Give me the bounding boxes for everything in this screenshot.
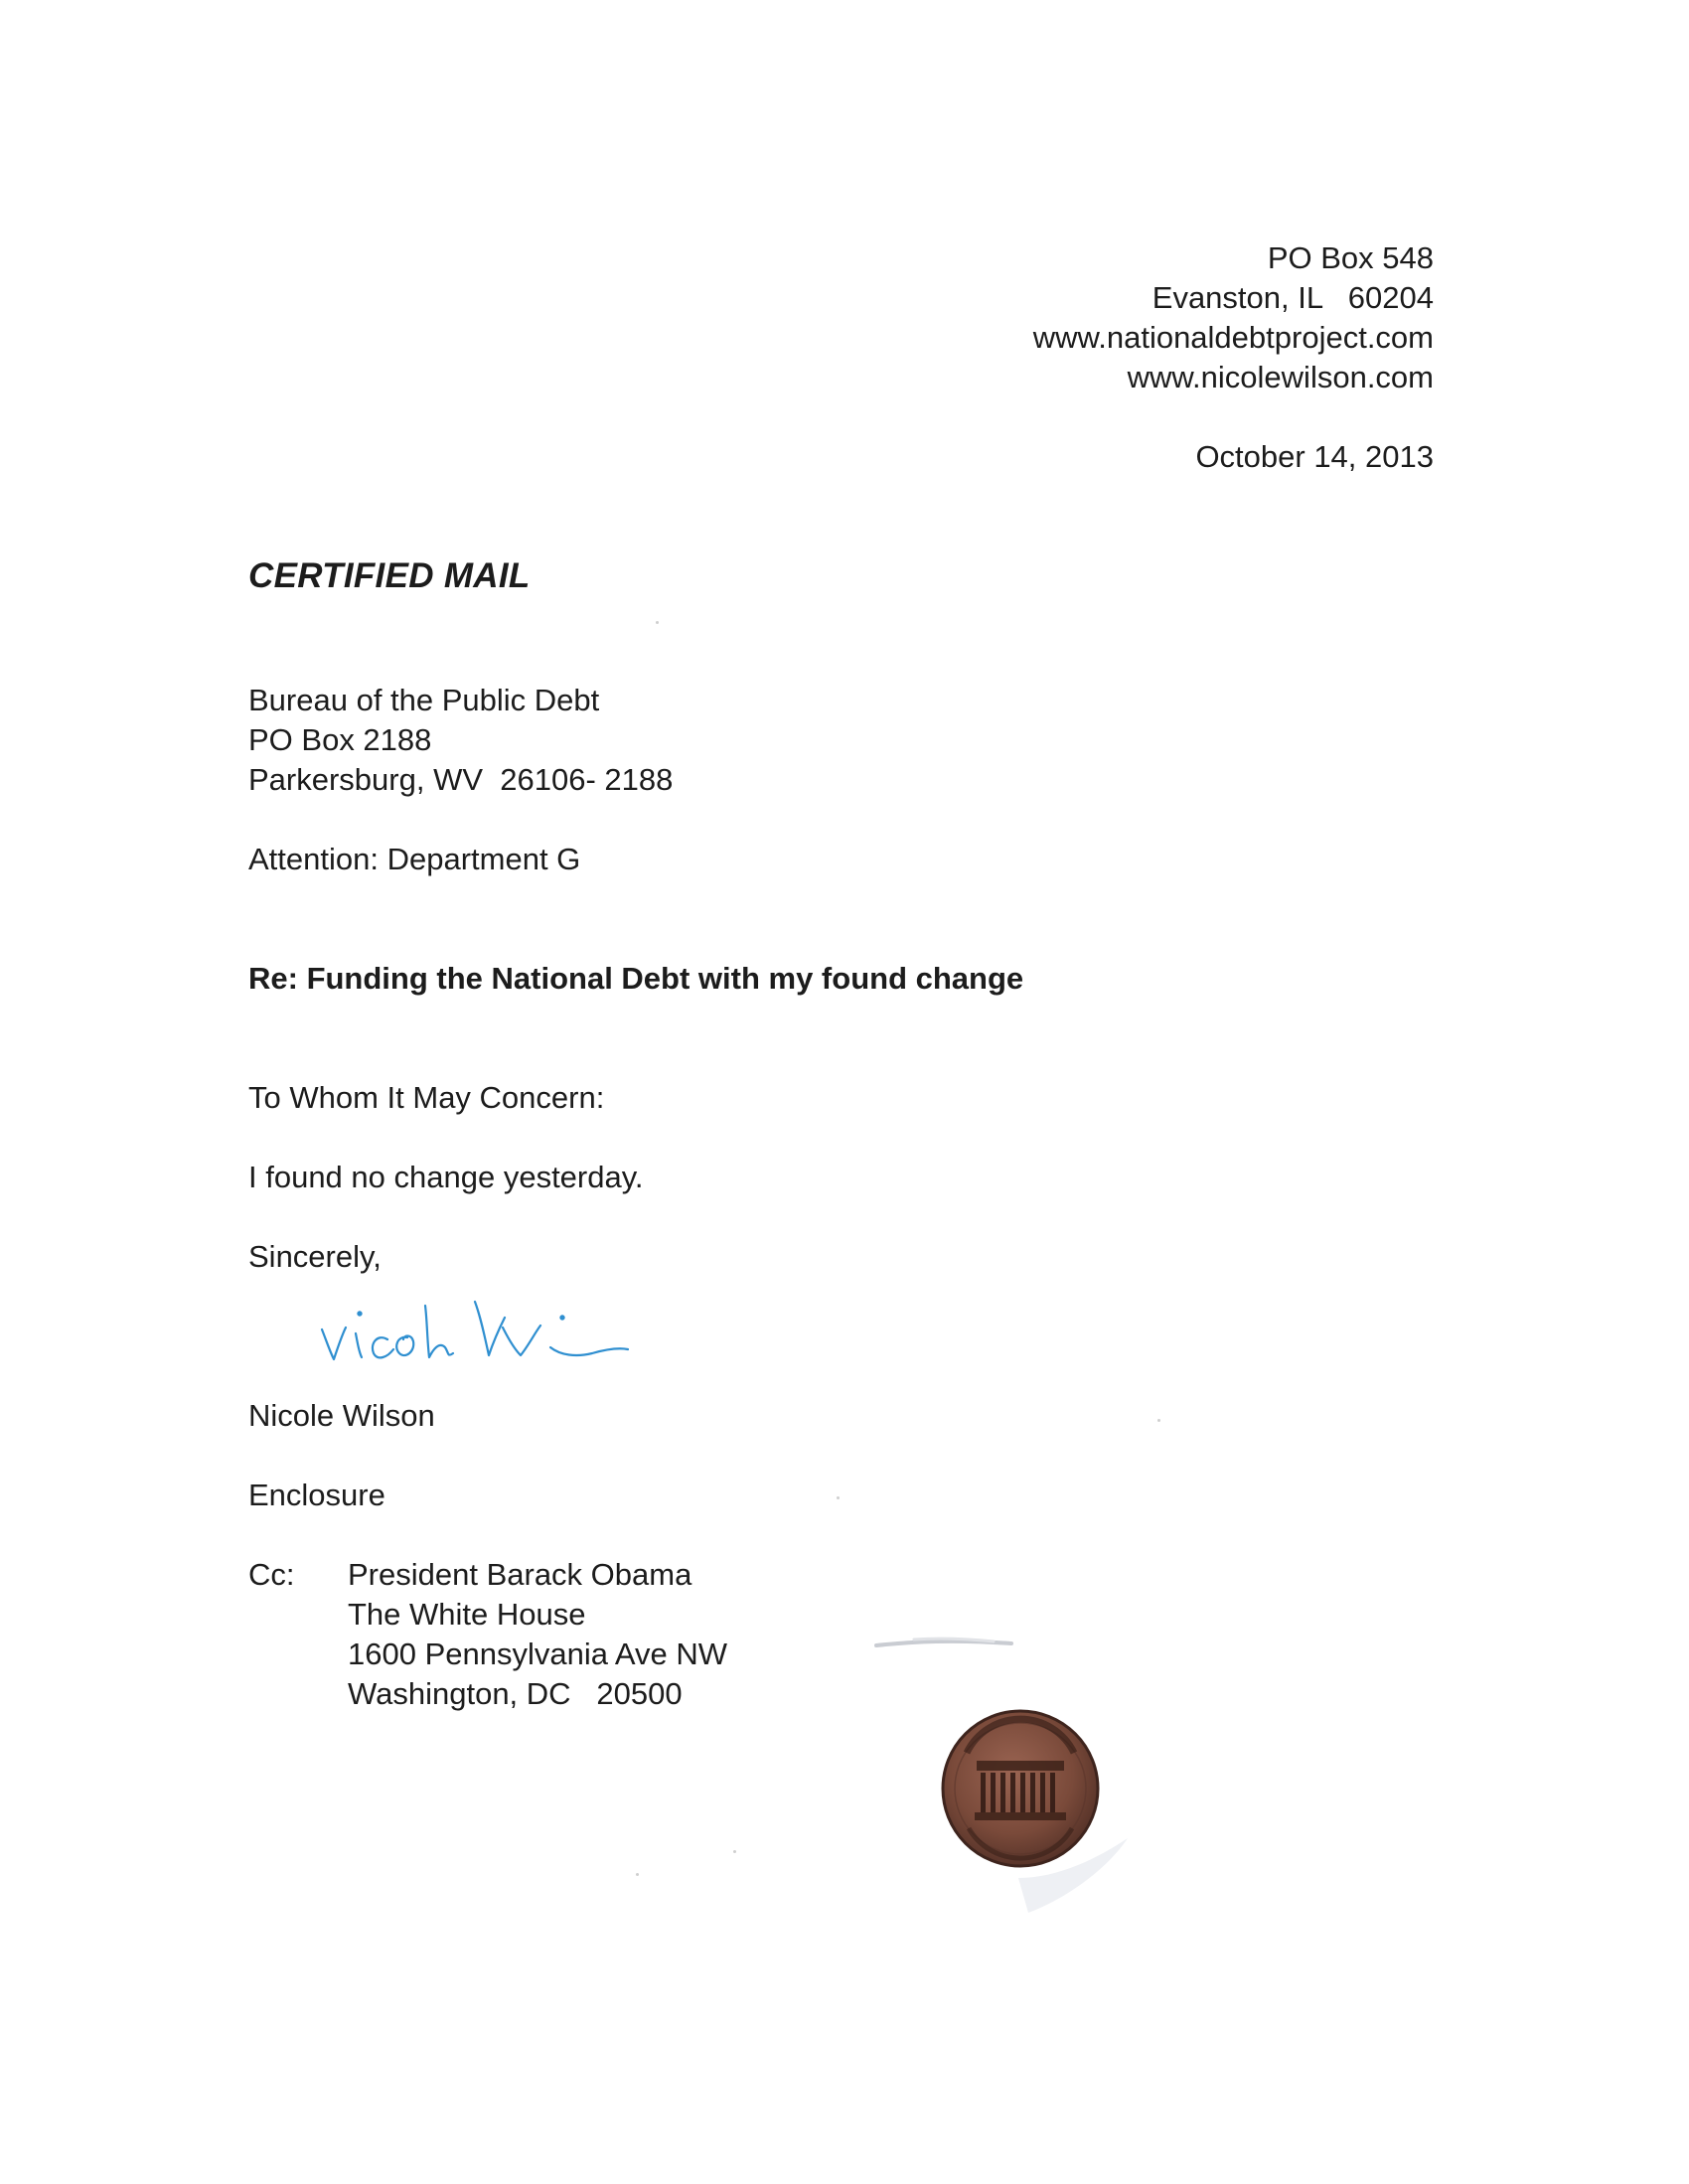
scan-speck (733, 1850, 736, 1853)
enclosure-note: Enclosure (248, 1478, 385, 1512)
penny-coin-image (919, 1689, 1138, 1928)
salutation: To Whom It May Concern: (248, 1080, 605, 1115)
return-address-line: Evanston, IL 60204 (1152, 280, 1434, 315)
cc-recipient (348, 1555, 727, 1714)
return-address-line: www.nicolewilson.com (1127, 360, 1434, 394)
attention-line: Attention: Department G (248, 842, 581, 876)
scan-speck (1157, 1419, 1160, 1422)
recipient-line: PO Box 2188 (248, 722, 432, 757)
cc-label: Cc: (248, 1557, 295, 1592)
cc-line: President Barack Obama (348, 1557, 692, 1592)
subject-line: Re: Funding the National Debt with my found change (248, 961, 1024, 996)
scan-speck (656, 621, 659, 624)
cc-line: Washington, DC 20500 (348, 1676, 683, 1711)
cc-line: The White House (348, 1597, 586, 1632)
letter-date: October 14, 2013 (1195, 439, 1434, 474)
handwritten-signature (316, 1288, 634, 1371)
recipient-line: Parkersburg, WV 26106- 2188 (248, 762, 674, 797)
return-address-line: PO Box 548 (1267, 240, 1434, 275)
recipient-line: Bureau of the Public Debt (248, 683, 600, 717)
letter-body: I found no change yesterday. (248, 1160, 644, 1194)
certified-mail-heading: CERTIFIED MAIL (248, 556, 531, 595)
return-address-line: www.nationaldebtproject.com (1032, 320, 1434, 355)
closing: Sincerely, (248, 1239, 382, 1274)
signer-name: Nicole Wilson (248, 1398, 435, 1433)
scan-artifact (874, 1630, 1013, 1659)
cc-line: 1600 Pennsylvania Ave NW (348, 1637, 727, 1671)
scan-speck (837, 1496, 840, 1499)
recipient-address (248, 681, 673, 800)
scan-speck (636, 1873, 639, 1876)
return-address (1033, 238, 1434, 397)
